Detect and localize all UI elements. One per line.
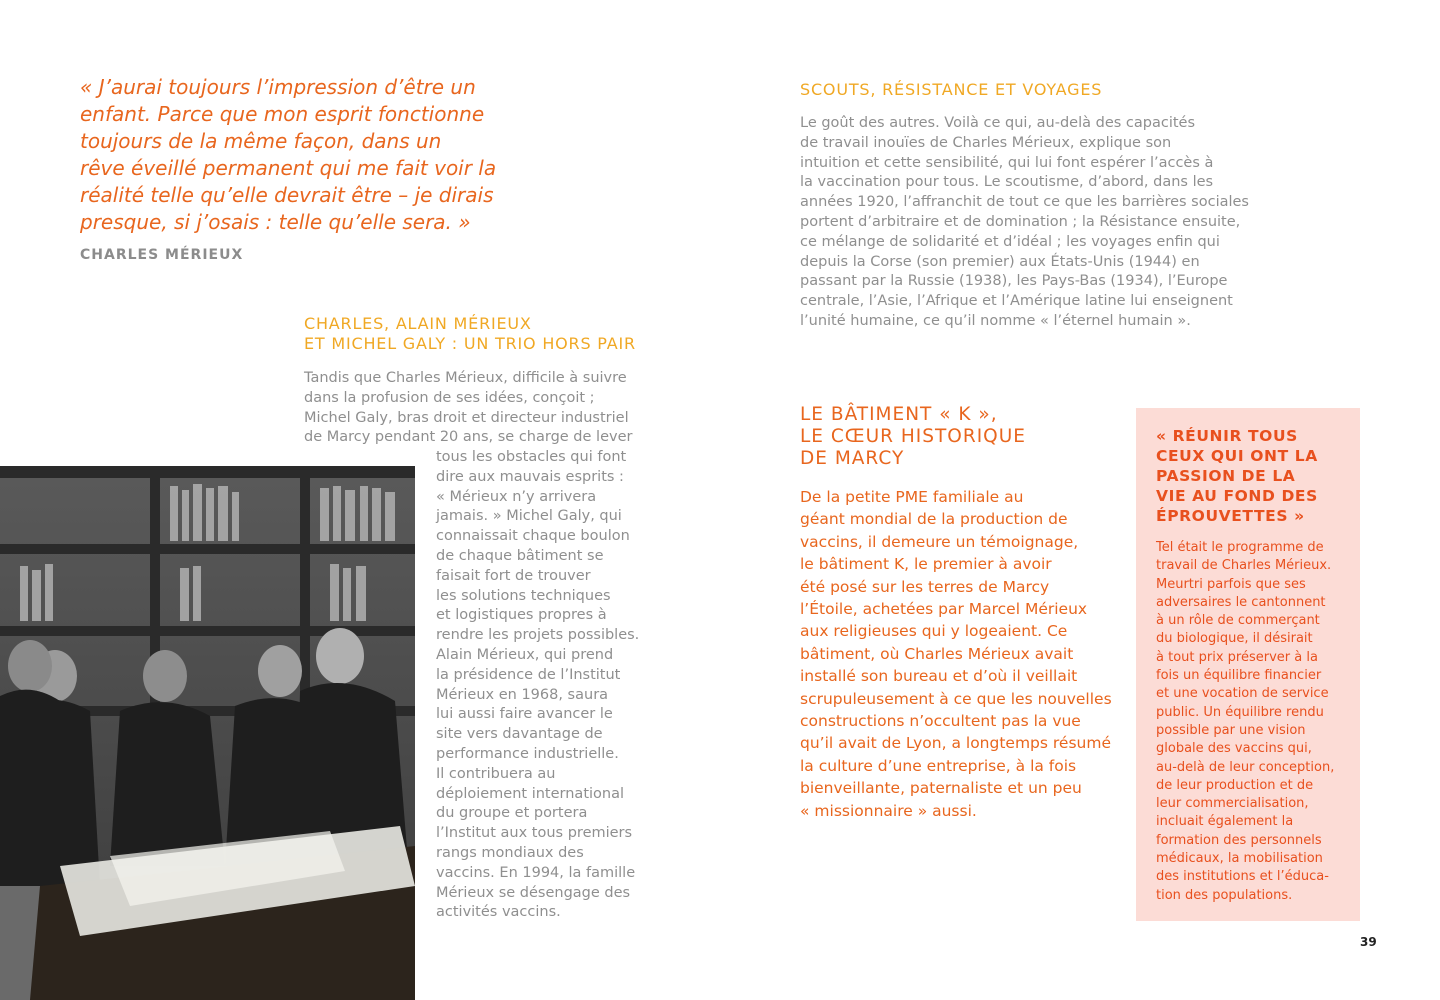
batiment-k-title [800, 404, 1026, 470]
text-line: la vaccination pour tous. Le scoutisme, d’abord, dans les [800, 174, 1214, 191]
text-line: bâtiment, où Charles Mérieux avait [800, 644, 1074, 663]
text-line: scrupuleusement à ce que les nouvelles [800, 689, 1112, 708]
text-line: ce mélange de solidarité et d’idéal ; les voyages enfin qui [800, 233, 1220, 250]
text-line: presque, si j’osais : telle qu’elle sera. » [80, 210, 471, 234]
text-line: du biologique, il désirait [1156, 631, 1313, 647]
text-line: « Mérieux n’y arrivera [436, 488, 597, 505]
text-line: site vers davantage de [436, 726, 603, 743]
text-line: du groupe et portera [436, 805, 588, 822]
text-line: la présidence de l’Institut [436, 666, 621, 683]
text-line: vaccins, il demeure un témoignage, [800, 532, 1079, 551]
text-line: connaissait chaque boulon [436, 528, 630, 545]
text-line: Tandis que Charles Mérieux, difficile à suivre [304, 370, 627, 386]
photo-illustration [0, 466, 415, 1000]
text-line: incluait également la [1156, 814, 1294, 830]
text-line: enfant. Parce que mon esprit fonctionne [80, 102, 485, 126]
text-line: « missionnaire » aussi. [800, 801, 977, 820]
sidebar-quote-body [1156, 539, 1348, 905]
text-line: à tout prix préserver à la [1156, 649, 1318, 665]
text-line: LE CŒUR HISTORIQUE [800, 426, 1026, 447]
text-line: portent d’arbitraire et de domination ; la Résistance ensuite, [800, 213, 1241, 230]
page-number: 39 [1360, 935, 1377, 949]
text-line: travail de Charles Mérieux. [1156, 558, 1332, 574]
text-line: à un rôle de commerçant [1156, 613, 1320, 629]
text-line: Michel Galy, bras droit et directeur industriel [304, 409, 629, 426]
text-line: LE BÂTIMENT « K », [800, 404, 998, 425]
text-line: rangs mondiaux des [436, 844, 584, 861]
text-line: des institutions et l’éduca- [1156, 869, 1329, 885]
text-line: faisait fort de trouver [436, 567, 591, 584]
text-line: dire aux mauvais esprits : [436, 468, 624, 485]
text-line: Il contribuera au [436, 765, 556, 782]
text-line: l’unité humaine, ce qu’il nomme « l’éternel humain ». [800, 312, 1191, 329]
text-line: performance industrielle. [436, 745, 619, 762]
text-line: CEUX QUI ONT LA [1156, 447, 1318, 465]
text-line: possible par une vision [1156, 722, 1306, 738]
quote-author: CHARLES MÉRIEUX [80, 247, 244, 263]
trio-body-intro [304, 369, 649, 448]
text-line: Le goût des autres. Voilà ce qui, au-delà des capacités [800, 115, 1196, 131]
text-line: tous les obstacles qui font [436, 449, 627, 465]
text-line: rendre les projets possibles. [436, 627, 640, 644]
text-line: constructions n’occultent pas la vue [800, 712, 1081, 731]
text-line: fois un équilibre financier [1156, 668, 1322, 684]
text-line: géant mondial de la production de [800, 510, 1068, 529]
text-line: Mérieux en 1968, saura [436, 686, 609, 703]
text-line: public. Un équilibre rendu [1156, 704, 1324, 720]
text-line: activités vaccins. [436, 904, 561, 921]
text-line: ET MICHEL GALY : UN TRIO HORS PAIR [304, 334, 636, 353]
text-line: jamais. » Michel Galy, qui [436, 508, 622, 525]
scouts-section-title: SCOUTS, RÉSISTANCE ET VOYAGES [800, 80, 1103, 99]
text-line: Mérieux se désengage des [436, 884, 631, 901]
text-line: « J’aurai toujours l’impression d’être un [80, 75, 476, 99]
text-line: de leur production et de [1156, 777, 1314, 793]
batiment-k-body [800, 486, 1120, 822]
text-line: de travail inouïes de Charles Mérieux, explique son [800, 134, 1172, 151]
text-line: et une vocation de service [1156, 686, 1329, 702]
trio-body-column [436, 448, 651, 923]
text-line: le bâtiment K, le premier à avoir [800, 555, 1052, 574]
text-line: de chaque bâtiment se [436, 547, 604, 564]
text-line: dans la profusion de ses idées, conçoit ; [304, 389, 595, 406]
text-line: Meurtri parfois que ses [1156, 576, 1306, 592]
sidebar-quote-box [1136, 408, 1360, 921]
text-line: formation des personnels [1156, 832, 1322, 848]
text-line: globale des vaccins qui, [1156, 741, 1312, 757]
text-line: intuition et cette sensibilité, qui lui font espérer l’accès à [800, 154, 1214, 171]
text-line: VIE AU FOND DES [1156, 487, 1318, 505]
text-line: et logistiques propres à [436, 607, 607, 624]
text-line: ÉPROUVETTES » [1156, 507, 1305, 525]
text-line: Tel était le programme de [1156, 540, 1324, 555]
text-line: déploiement international [436, 785, 625, 802]
text-line: bienveillante, paternaliste et un peu [800, 779, 1082, 798]
text-line: réalité telle qu’elle devrait être – je dirais [80, 183, 494, 207]
text-line: PASSION DE LA [1156, 467, 1296, 485]
text-line: adversaires le cantonnent [1156, 594, 1326, 610]
text-line: passant par la Russie (1938), les Pays-Bas (1934), l’Europe [800, 273, 1228, 290]
scouts-body [800, 114, 1260, 332]
text-line: au-delà de leur conception, [1156, 759, 1335, 775]
trio-section-title [304, 314, 664, 354]
text-line: installé son bureau et d’où il veillait [800, 667, 1078, 686]
text-line: tion des populations. [1156, 887, 1293, 903]
text-line: vaccins. En 1994, la famille [436, 864, 636, 881]
text-line: qu’il avait de Lyon, a longtemps résumé [800, 734, 1111, 753]
text-line: depuis la Corse (son premier) aux États-Unis (1944) en [800, 253, 1200, 270]
text-line: aux religieuses qui y logeaient. Ce [800, 622, 1068, 641]
text-line: leur commercialisation, [1156, 796, 1309, 812]
text-line: centrale, l’Asie, l’Afrique et l’Amérique latine lui enseignent [800, 293, 1233, 310]
text-line: la culture d’une entreprise, à la fois [800, 756, 1077, 775]
text-line: l’Étoile, achetées par Marcel Mérieux [800, 600, 1088, 619]
text-line: les solutions techniques [436, 587, 611, 604]
text-line: années 1920, l’affranchit de tout ce que les barrières sociales [800, 194, 1249, 211]
text-line: Alain Mérieux, qui prend [436, 646, 614, 663]
text-line: DE MARCY [800, 448, 905, 469]
sidebar-quote-title [1156, 426, 1346, 526]
text-line: rêve éveillé permanent qui me fait voir la [80, 156, 497, 180]
text-line: été posé sur les terres de Marcy [800, 577, 1050, 596]
text-line: « RÉUNIR TOUS [1156, 427, 1298, 445]
text-line: médicaux, la mobilisation [1156, 851, 1323, 867]
main-quote [80, 74, 550, 236]
text-line: lui aussi faire avancer le [436, 706, 613, 723]
text-line: toujours de la même façon, dans un [80, 129, 442, 153]
text-line: CHARLES, ALAIN MÉRIEUX [304, 314, 532, 333]
text-line: De la petite PME familiale au [800, 488, 1024, 506]
text-line: l’Institut aux tous premiers [436, 825, 633, 842]
text-line: de Marcy pendant 20 ans, se charge de lever [304, 429, 633, 446]
historic-photo [0, 466, 415, 1000]
